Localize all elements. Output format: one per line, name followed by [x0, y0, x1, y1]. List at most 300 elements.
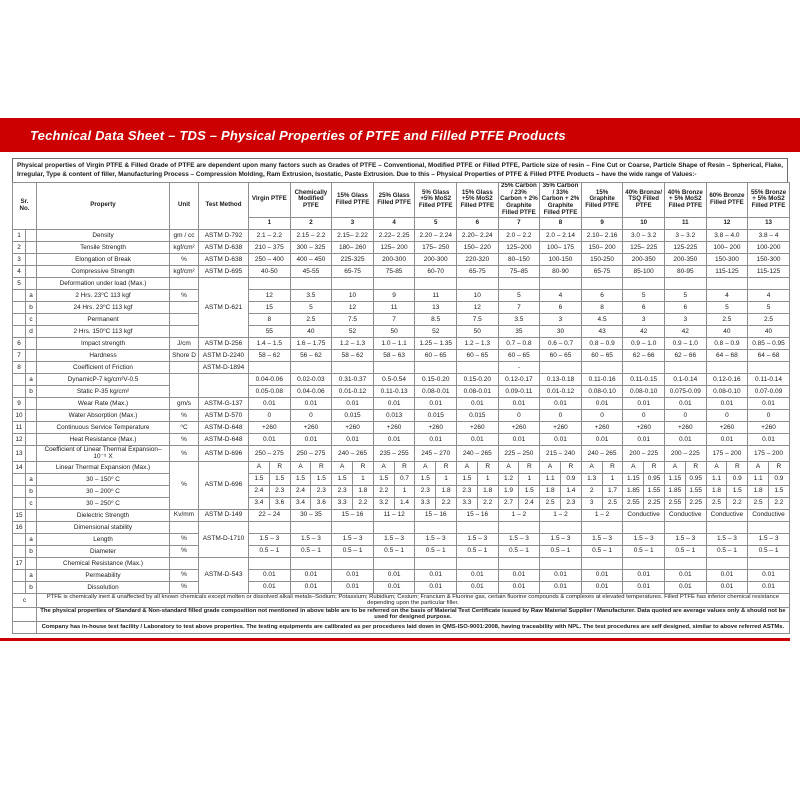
- method-cell: ASTM D-638: [199, 254, 249, 266]
- value-cell: 1.5: [249, 473, 270, 485]
- content-area: [12, 158, 788, 641]
- unit-cell: %: [170, 533, 199, 545]
- value-cell: 6: [581, 290, 623, 302]
- sr-cell: [13, 545, 26, 557]
- value-cell: 0.01: [623, 581, 665, 593]
- value-cell: 2.3: [560, 497, 581, 509]
- value-cell: 2.3: [415, 485, 436, 497]
- value-cell: 0.5 – 1: [415, 545, 457, 557]
- value-cell: 0.01: [290, 398, 332, 410]
- table-row: [13, 350, 790, 362]
- value-cell: 2.3: [311, 485, 332, 497]
- unit-cell: ⁰C: [170, 422, 199, 434]
- value-cell: 0.01: [457, 569, 499, 581]
- table-row: [13, 473, 790, 485]
- value-cell: [373, 557, 415, 569]
- value-cell: 0.12-0.17: [498, 374, 540, 386]
- value-cell: [415, 557, 457, 569]
- column-header: 35% Carbon / 33% Carbon + 2% Graphite Filled PTFE: [541, 182, 580, 217]
- table-row: [13, 581, 790, 593]
- value-cell: 60 – 65: [415, 350, 457, 362]
- value-cell: 2.4: [519, 497, 540, 509]
- value-cell: 0: [581, 410, 623, 422]
- sr-cell: [13, 326, 26, 338]
- value-cell: 1.5: [269, 473, 290, 485]
- value-cell: 60 – 65: [498, 350, 540, 362]
- value-cell: 0.95: [685, 473, 706, 485]
- value-cell: 0.01: [498, 581, 540, 593]
- table-row: [13, 422, 790, 434]
- value-cell: 3: [664, 314, 706, 326]
- value-cell: 220-320: [457, 254, 499, 266]
- value-cell: 5: [498, 290, 540, 302]
- value-cell: 2.15 – 2.2: [290, 230, 332, 242]
- value-cell: 1.4: [394, 497, 415, 509]
- ar-header-r: R: [477, 461, 498, 473]
- property-cell: Dielectric Strength: [37, 509, 170, 521]
- value-cell: 2.3: [457, 485, 478, 497]
- value-cell: 0.075-0.09: [664, 386, 706, 398]
- column-number: 4: [373, 218, 415, 230]
- value-cell: 0.5 – 1: [373, 545, 415, 557]
- value-cell: 215 – 240: [540, 446, 582, 461]
- value-cell: 235 – 255: [373, 446, 415, 461]
- value-cell: 3.4: [290, 497, 311, 509]
- value-cell: 0.1-0.14: [664, 374, 706, 386]
- ar-header-a: A: [664, 461, 685, 473]
- value-cell: 0.015: [415, 410, 457, 422]
- ar-header-a: A: [540, 461, 561, 473]
- value-cell: 3.2: [373, 497, 394, 509]
- value-cell: 125–200: [498, 242, 540, 254]
- ar-header-r: R: [394, 461, 415, 473]
- value-cell: 0.01: [457, 398, 499, 410]
- value-cell: 125– 200: [373, 242, 415, 254]
- value-cell: 0.01: [664, 434, 706, 446]
- value-cell: 3.3: [332, 497, 353, 509]
- value-cell: 5: [748, 302, 790, 314]
- unit-cell: [170, 557, 199, 569]
- table-row: [13, 607, 790, 621]
- method-cell: ASTM-D-648: [199, 434, 249, 446]
- ar-header-r: R: [644, 461, 665, 473]
- sr-cell: 13: [13, 446, 26, 461]
- letter-cell: [26, 230, 37, 242]
- value-cell: 0.08-0.10: [706, 386, 748, 398]
- value-cell: 22 – 24: [249, 509, 291, 521]
- value-cell: +260: [498, 422, 540, 434]
- value-cell: 0: [748, 410, 790, 422]
- table-row: [13, 386, 790, 398]
- table-row: [13, 545, 790, 557]
- value-cell: 1.7: [602, 485, 623, 497]
- table-body: [13, 230, 790, 634]
- table-row: [13, 461, 790, 473]
- letter-cell: b: [26, 386, 37, 398]
- ar-header-r: R: [685, 461, 706, 473]
- property-cell: Static P-35 kg/cm²: [37, 386, 170, 398]
- value-cell: [540, 557, 582, 569]
- ar-header-r: R: [311, 461, 332, 473]
- unit-cell: %: [170, 581, 199, 593]
- table-row: [13, 254, 790, 266]
- value-cell: 0: [706, 410, 748, 422]
- value-cell: 0.01: [581, 581, 623, 593]
- value-cell: 2.20 – 2.24: [415, 230, 457, 242]
- value-cell: +260: [748, 422, 790, 434]
- ar-header-a: A: [415, 461, 436, 473]
- value-cell: 42: [664, 326, 706, 338]
- value-cell: 1.5 – 3: [249, 533, 291, 545]
- value-cell: 0.9 – 1.0: [664, 338, 706, 350]
- property-cell: Deformation under load (Max.): [37, 278, 170, 290]
- method-cell: ASTM D-2240: [199, 350, 249, 362]
- value-cell: 1.2 – 1.3: [332, 338, 374, 350]
- property-cell: Wear Rate (Max.): [37, 398, 170, 410]
- value-cell: 200-300: [373, 254, 415, 266]
- property-cell: Length: [37, 533, 170, 545]
- value-cell: [415, 521, 457, 533]
- unit-cell: kgf/cm²: [170, 266, 199, 278]
- ar-header-r: R: [769, 461, 790, 473]
- method-cell: ASTM-D-648: [199, 422, 249, 434]
- value-cell: 3.5: [498, 314, 540, 326]
- value-cell: [373, 278, 415, 290]
- ar-header-r: R: [602, 461, 623, 473]
- value-cell: 64 – 68: [748, 350, 790, 362]
- value-cell: 210 – 375: [249, 242, 291, 254]
- sr-cell: [13, 374, 26, 386]
- value-cell: 1.5 – 3: [415, 533, 457, 545]
- value-cell: 8: [249, 314, 291, 326]
- value-cell: 0.01: [415, 581, 457, 593]
- letter-cell: d: [26, 326, 37, 338]
- value-cell: 0.01: [415, 569, 457, 581]
- value-cell: 45-55: [290, 266, 332, 278]
- value-cell: 15: [249, 302, 291, 314]
- value-cell: 1: [436, 473, 457, 485]
- value-cell: [249, 521, 291, 533]
- value-cell: 2.5: [748, 314, 790, 326]
- value-cell: 0.015: [457, 410, 499, 422]
- page-title: Technical Data Sheet – TDS – Physical Properties of PTFE and Filled PTFE Products: [30, 127, 566, 143]
- property-cell: Tensile Strength: [37, 242, 170, 254]
- value-cell: 2.3: [332, 485, 353, 497]
- value-cell: 1.5: [373, 473, 394, 485]
- value-cell: 0.01-0.12: [540, 386, 582, 398]
- property-cell: 24 Hrs. 23⁰C 113 kgf: [37, 302, 170, 314]
- value-cell: 0.01: [373, 569, 415, 581]
- value-cell: 100-150: [540, 254, 582, 266]
- letter-cell: [26, 446, 37, 461]
- ar-header-a: A: [290, 461, 311, 473]
- property-cell: Elongation of Break: [37, 254, 170, 266]
- value-cell: 240 – 265: [457, 446, 499, 461]
- unit-cell: %: [170, 410, 199, 422]
- sr-cell: [13, 302, 26, 314]
- value-cell: 2.2: [373, 485, 394, 497]
- value-cell: 75-85: [373, 266, 415, 278]
- value-cell: 0: [498, 410, 540, 422]
- ar-header-r: R: [269, 461, 290, 473]
- value-cell: 0.5 – 1: [581, 545, 623, 557]
- column-header: 40% Bronze + 5% MoS2 Filled PTFE: [664, 182, 706, 218]
- column-header: Virgin PTFE: [249, 182, 291, 218]
- sr-cell: 3: [13, 254, 26, 266]
- value-cell: 115-125: [706, 266, 748, 278]
- property-cell: Compressive Strength: [37, 266, 170, 278]
- table-row: [13, 374, 790, 386]
- value-cell: 1: [394, 485, 415, 497]
- unit-cell: J/cm: [170, 338, 199, 350]
- value-cell: 0: [290, 410, 332, 422]
- value-cell: [664, 278, 706, 290]
- table-row: [13, 314, 790, 326]
- value-cell: 0.08-0.10: [623, 386, 665, 398]
- header-unit: Unit: [170, 182, 199, 230]
- value-cell: 100– 200: [706, 242, 748, 254]
- value-cell: 13: [415, 302, 457, 314]
- value-cell: 0.5 – 1: [249, 545, 291, 557]
- value-cell: 1.1: [540, 473, 561, 485]
- sr-cell: 12: [13, 434, 26, 446]
- value-cell: 200 – 225: [623, 446, 665, 461]
- value-cell: 1.5 – 3: [498, 533, 540, 545]
- value-cell: 0: [664, 410, 706, 422]
- value-cell: 0.5 – 1: [706, 545, 748, 557]
- ar-header-a: A: [748, 461, 769, 473]
- value-cell: 3.8 – 4: [748, 230, 790, 242]
- value-cell: [332, 362, 374, 374]
- letter-cell: c: [26, 497, 37, 509]
- column-number: 6: [457, 218, 499, 230]
- value-cell: 2.5: [290, 314, 332, 326]
- value-cell: 1.5 – 3: [581, 533, 623, 545]
- value-cell: 2.7: [498, 497, 519, 509]
- value-cell: 1.1: [748, 473, 769, 485]
- value-cell: +260: [290, 422, 332, 434]
- value-cell: 2: [581, 485, 602, 497]
- value-cell: 1.8: [706, 485, 727, 497]
- value-cell: [540, 362, 582, 374]
- ar-header-r: R: [560, 461, 581, 473]
- property-cell: 30 – 200⁰ C: [37, 485, 170, 497]
- value-cell: 5: [290, 302, 332, 314]
- method-cell: ASTM D-638: [199, 242, 249, 254]
- letter-cell: c: [26, 314, 37, 326]
- value-cell: 0.01: [332, 569, 374, 581]
- value-cell: 2.2: [353, 497, 374, 509]
- value-cell: 1.4: [560, 485, 581, 497]
- value-cell: 115-125: [748, 266, 790, 278]
- note-cell: The physical properties of Standard & Non-standard filled grade composition not mentioned in above table are to be referred on the basis of Material Test Certificate issued by Raw Material Supplier / Manufacturer. Data quoted are average values only & should not be used for designed purpose.: [37, 607, 790, 621]
- value-cell: 0.31-0.37: [332, 374, 374, 386]
- value-cell: 60 – 65: [457, 350, 499, 362]
- value-cell: 0.08-0.01: [457, 386, 499, 398]
- value-cell: 3.8 – 4.0: [706, 230, 748, 242]
- unit-cell: %: [170, 290, 199, 302]
- letter-cell: b: [26, 581, 37, 593]
- sr-cell: 9: [13, 398, 26, 410]
- value-cell: [290, 557, 332, 569]
- table-row: [13, 362, 790, 374]
- value-cell: [581, 521, 623, 533]
- value-cell: 180– 260: [332, 242, 374, 254]
- value-cell: 42: [623, 326, 665, 338]
- letter-cell: [26, 266, 37, 278]
- value-cell: 2.10– 2.16: [581, 230, 623, 242]
- value-cell: 80–150: [498, 254, 540, 266]
- column-header: 55% Bronze + 5% MoS2 Filled PTFE: [748, 182, 790, 218]
- value-cell: 2.0 – 2.14: [540, 230, 582, 242]
- unit-cell: [170, 521, 199, 533]
- value-cell: [415, 278, 457, 290]
- value-cell: 0.01: [623, 434, 665, 446]
- letter-cell: [26, 398, 37, 410]
- value-cell: 0.01: [706, 398, 748, 410]
- value-cell: 175– 250: [415, 242, 457, 254]
- value-cell: 3.6: [311, 497, 332, 509]
- letter-cell: a: [26, 569, 37, 581]
- value-cell: 0.01: [664, 398, 706, 410]
- value-cell: 7.5: [457, 314, 499, 326]
- value-cell: 0.7: [394, 473, 415, 485]
- value-cell: +260: [664, 422, 706, 434]
- value-cell: 1.8: [436, 485, 457, 497]
- value-cell: 0.5 – 1: [664, 545, 706, 557]
- column-header: 15% Graphite Filled PTFE: [581, 182, 623, 218]
- unit-cell: gm/s: [170, 398, 199, 410]
- value-cell: 1.5: [415, 473, 436, 485]
- method-cell: ASTM D-149: [199, 509, 249, 521]
- ar-header-a: A: [706, 461, 727, 473]
- value-cell: 50: [457, 326, 499, 338]
- value-cell: 62 – 66: [664, 350, 706, 362]
- value-cell: 0.01: [332, 434, 374, 446]
- value-cell: 0.5 – 1: [623, 545, 665, 557]
- column-number: 1: [249, 218, 291, 230]
- value-cell: 0.01: [498, 398, 540, 410]
- value-cell: 3: [540, 314, 582, 326]
- unit-cell: [170, 362, 199, 374]
- unit-cell: %: [170, 569, 199, 581]
- note-cell: Company has in-house test facility / Laboratory to test above properties. The testing equipments are calibrated as per procedures laid down in QMS-ISO-9001:2008, having traceability with NPL. The test procedures are self designed, similar to above referred ASTMs.: [37, 622, 790, 634]
- value-cell: 64 – 68: [706, 350, 748, 362]
- property-cell: Permanent: [37, 314, 170, 326]
- table-row: [13, 557, 790, 569]
- unit-cell: %: [170, 446, 199, 461]
- value-cell: 175 – 200: [748, 446, 790, 461]
- value-cell: 175 – 200: [706, 446, 748, 461]
- value-cell: 100– 175: [540, 242, 582, 254]
- value-cell: 0.01: [290, 569, 332, 581]
- value-cell: 1.5 – 3: [623, 533, 665, 545]
- value-cell: 2.25: [685, 497, 706, 509]
- value-cell: 1.5 – 3: [290, 533, 332, 545]
- value-cell: +260: [332, 422, 374, 434]
- letter-cell: a: [26, 374, 37, 386]
- value-cell: 1: [477, 473, 498, 485]
- sr-cell: [13, 386, 26, 398]
- value-cell: 0.8 – 0.9: [581, 338, 623, 350]
- property-cell: Continuous Service Temperature: [37, 422, 170, 434]
- value-cell: 4: [748, 290, 790, 302]
- value-cell: 0.15-0.20: [415, 374, 457, 386]
- value-cell: 0.01: [498, 569, 540, 581]
- value-cell: 0.01: [415, 434, 457, 446]
- sr-cell: [13, 290, 26, 302]
- value-cell: +260: [373, 422, 415, 434]
- ar-header-r: R: [519, 461, 540, 473]
- value-cell: [332, 557, 374, 569]
- value-cell: 1 – 2: [581, 509, 623, 521]
- sr-cell: 14: [13, 461, 26, 473]
- value-cell: 0.01: [373, 398, 415, 410]
- letter-cell: [26, 254, 37, 266]
- value-cell: [373, 362, 415, 374]
- value-cell: Conductive: [623, 509, 665, 521]
- value-cell: [332, 521, 374, 533]
- table-row: [13, 509, 790, 521]
- table-row: [13, 569, 790, 581]
- value-cell: 40: [290, 326, 332, 338]
- column-header: 60% Bronze Filled PTFE: [706, 182, 748, 218]
- value-cell: 0.01: [623, 569, 665, 581]
- header-test-method: Test Method: [199, 182, 249, 230]
- method-cell: ASTM D-792: [199, 230, 249, 242]
- value-cell: 10: [332, 290, 374, 302]
- ar-header-r: R: [727, 461, 748, 473]
- property-cell: 30 – 150⁰ C: [37, 473, 170, 485]
- letter-cell: [26, 350, 37, 362]
- properties-table: [12, 182, 790, 634]
- unit-cell: [170, 326, 199, 338]
- column-header: 15% Glass Filled PTFE: [332, 182, 374, 218]
- property-cell: 2 Hrs. 150⁰C 113 kgf: [37, 326, 170, 338]
- method-cell: ASTM-D-1894: [199, 362, 249, 374]
- ar-header-a: A: [373, 461, 394, 473]
- property-cell: Diameter: [37, 545, 170, 557]
- value-cell: 1.15: [664, 473, 685, 485]
- value-cell: 2.20– 2.24: [457, 230, 499, 242]
- value-cell: 1: [353, 473, 374, 485]
- value-cell: 0.5-0.54: [373, 374, 415, 386]
- header-property: Property: [37, 182, 170, 230]
- value-cell: 11: [373, 302, 415, 314]
- column-number: 13: [748, 218, 790, 230]
- value-cell: 0.01: [249, 434, 291, 446]
- value-cell: 1.85: [623, 485, 644, 497]
- value-cell: 0.9: [727, 473, 748, 485]
- value-cell: 0.5 – 1: [498, 545, 540, 557]
- value-cell: 40-50: [249, 266, 291, 278]
- ar-header-a: A: [498, 461, 519, 473]
- value-cell: 150– 200: [581, 242, 623, 254]
- value-cell: 0.01: [249, 398, 291, 410]
- ar-header-r: R: [436, 461, 457, 473]
- table-row: [13, 622, 790, 634]
- value-cell: 0.11-0.15: [623, 374, 665, 386]
- letter-cell: [26, 434, 37, 446]
- value-cell: [706, 521, 748, 533]
- value-cell: 11: [415, 290, 457, 302]
- property-cell: Heat Resistance (Max.): [37, 434, 170, 446]
- value-cell: 1.2: [498, 473, 519, 485]
- note-letter-cell: [13, 622, 37, 634]
- property-cell: Density: [37, 230, 170, 242]
- value-cell: +260: [706, 422, 748, 434]
- table-row: [13, 533, 790, 545]
